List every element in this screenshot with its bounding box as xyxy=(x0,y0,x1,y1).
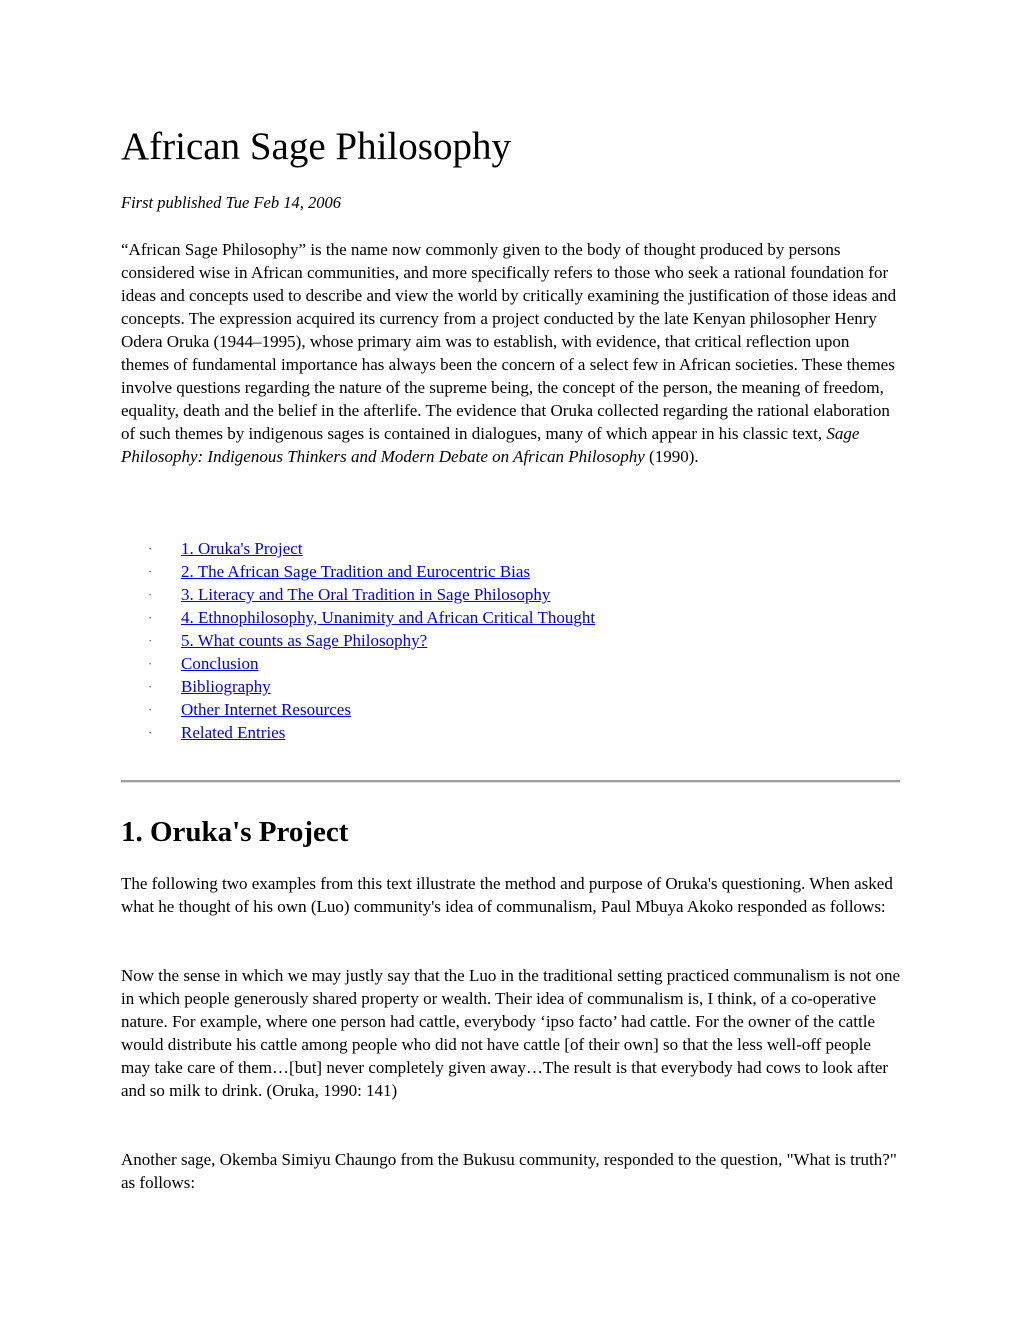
toc-item-5 xyxy=(121,629,595,652)
toc-link-ethnophilosophy[interactable]: 4. Ethnophilosophy, Unanimity and African Critical Thought xyxy=(181,608,596,627)
toc-item-7 xyxy=(121,675,595,698)
section-heading: 1. Oruka's Project xyxy=(121,816,349,848)
section-divider xyxy=(121,780,900,783)
toc-bullet: · xyxy=(148,702,153,717)
toc-item-6 xyxy=(121,652,595,675)
table-of-contents xyxy=(121,537,595,744)
toc-bullet: · xyxy=(148,633,153,648)
toc-bullet: · xyxy=(148,610,153,625)
toc-link-eurocentric-bias[interactable]: 2. The African Sage Tradition and Eurocentric Bias xyxy=(181,562,531,581)
page-title: African Sage Philosophy xyxy=(121,125,511,168)
toc-item-3 xyxy=(121,583,595,606)
section-paragraph-1: The following two examples from this text illustrate the method and purpose of Oruka's questioning. When asked what he thought of his own (Luo) community's idea of communalism, Paul Mbuya Akoko responded as follows: xyxy=(121,874,893,916)
toc-bullet: · xyxy=(148,564,153,579)
toc-bullet: · xyxy=(148,679,153,694)
intro-text-end: (1990). xyxy=(644,447,699,466)
toc-bullet: · xyxy=(148,541,153,556)
toc-link-oral-tradition[interactable]: 3. Literacy and The Oral Tradition in Sage Philosophy xyxy=(181,585,551,604)
toc-bullet: · xyxy=(148,656,153,671)
toc-item-1 xyxy=(121,537,595,560)
publication-date: First published Tue Feb 14, 2006 xyxy=(121,193,341,212)
toc-link-related-entries[interactable]: Related Entries xyxy=(181,723,286,742)
quote-akoko: Now the sense in which we may justly say that the Luo in the traditional setting practiced communalism is not one in which people generously shared property or wealth. Their idea of communalism is, I think, of a co-operative nature. For example, where one person had cattle, everybody ‘ipso facto’ had cattle. For the owner of the cattle would distribute his cattle among people who did not have cattle [of their own] so that the less well-off people may take care of them…[but] never completely given away…The result is that everybody had cows to look after and so milk to drink. (Oruka, 1990: 141) xyxy=(121,966,901,1100)
toc-bullet: · xyxy=(148,587,153,602)
toc-link-what-counts[interactable]: 5. What counts as Sage Philosophy? xyxy=(181,631,428,650)
book-title: Sage Philosophy: Indigenous Thinkers and Modern Debate on African Philosophy xyxy=(121,424,860,466)
toc-link-bibliography[interactable]: Bibliography xyxy=(181,677,271,696)
toc-item-9 xyxy=(121,721,595,744)
toc-item-4 xyxy=(121,606,595,629)
intro-paragraph xyxy=(121,238,901,468)
toc-item-2 xyxy=(121,560,595,583)
toc-link-orukas-project[interactable]: 1. Oruka's Project xyxy=(181,539,303,558)
section-paragraph-2: Another sage, Okemba Simiyu Chaungo from the Bukusu community, responded to the question, "What is truth?" as follows: xyxy=(121,1150,897,1192)
toc-bullet: · xyxy=(148,725,153,740)
toc-item-8 xyxy=(121,698,595,721)
toc-link-conclusion[interactable]: Conclusion xyxy=(181,654,259,673)
toc-link-internet-resources[interactable]: Other Internet Resources xyxy=(181,700,351,719)
intro-text: “African Sage Philosophy” is the name now commonly given to the body of thought produced by persons considered wise in African communities, and more specifically refers to those who seek a rational foundation for ideas and concepts used to describe and view the world by critically examining the justification of those ideas and concepts. The expression acquired its currency from a project conducted by the late Kenyan philosopher Henry Odera Oruka (1944–1995), whose primary aim was to establish, with evidence, that critical reflection upon themes of fundamental importance has always been the concern of a select few in African societies. These themes involve questions regarding the nature of the supreme being, the concept of the person, the meaning of freedom, equality, death and the belief in the afterlife. The evidence that Oruka collected regarding the rational elaboration of such themes by indigenous sages is contained in dialogues, many of which appear in his classic text, xyxy=(121,240,897,443)
